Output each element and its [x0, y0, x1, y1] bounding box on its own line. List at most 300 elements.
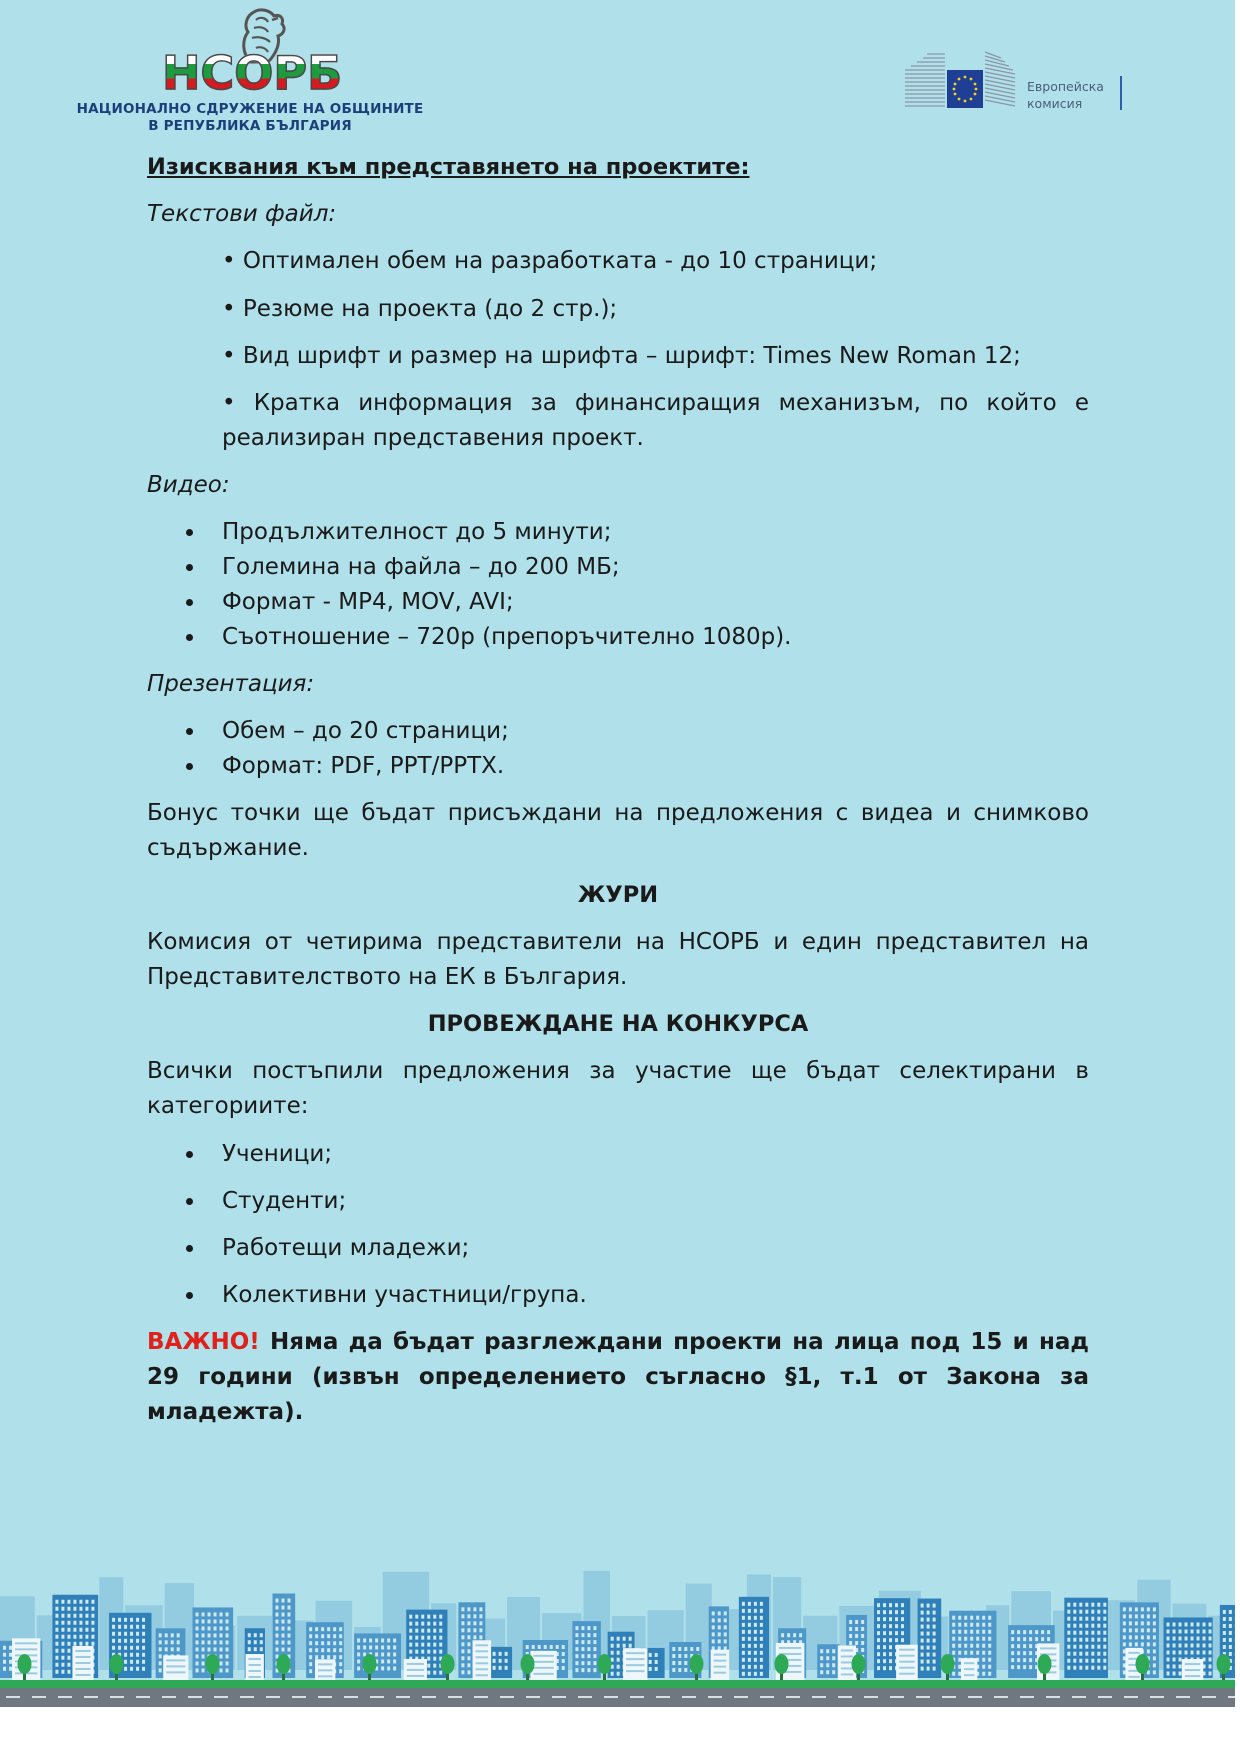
building-window [655, 1653, 658, 1657]
building-window [439, 1671, 442, 1675]
building-window [73, 1628, 76, 1632]
building-window [159, 1661, 162, 1665]
building-window [927, 1667, 930, 1671]
tree [1136, 1654, 1150, 1674]
building-window [130, 1660, 133, 1664]
bullet-icon [186, 763, 193, 770]
building-window [467, 1621, 470, 1625]
road-marking [1098, 1696, 1112, 1698]
building-window [281, 1606, 284, 1610]
building-window [226, 1626, 229, 1630]
building-window [988, 1665, 991, 1669]
building-window [877, 1603, 880, 1607]
building-window [1135, 1635, 1138, 1639]
building-window [281, 1620, 284, 1624]
building-window [415, 1622, 418, 1626]
building-window [672, 1654, 675, 1658]
building-window [841, 1667, 853, 1669]
building-window [748, 1616, 751, 1620]
building-window [1141, 1635, 1144, 1639]
building-window [964, 1674, 974, 1676]
building-window [1067, 1659, 1070, 1663]
list-item [147, 585, 1089, 620]
building-window [275, 1627, 278, 1631]
building-window [287, 1606, 290, 1610]
building-window [1103, 1645, 1106, 1649]
building-window [1079, 1624, 1082, 1628]
building-window [952, 1616, 955, 1620]
building-window [1147, 1642, 1150, 1646]
building-window [409, 1650, 412, 1654]
building-window [136, 1618, 139, 1622]
building-window [849, 1634, 852, 1638]
building-window [988, 1644, 991, 1648]
building-window [208, 1626, 211, 1630]
building-window [1017, 1637, 1020, 1641]
building-window [1097, 1652, 1100, 1656]
building-window [1047, 1637, 1050, 1641]
building-window [327, 1641, 330, 1645]
building-window [1073, 1638, 1076, 1642]
building-window [581, 1661, 584, 1665]
building-window [1123, 1621, 1126, 1625]
building-window [1229, 1617, 1232, 1621]
building-window [254, 1633, 257, 1637]
building-window [220, 1612, 223, 1616]
building-window [91, 1628, 94, 1632]
building-window [136, 1646, 139, 1650]
building-window [832, 1649, 835, 1653]
text-file-item: • Кратка информация за финансиращия механизъм, по който е реализиран представения проект. [222, 390, 1089, 451]
building-window [339, 1641, 342, 1645]
building-window [91, 1642, 94, 1646]
bullet-icon [186, 634, 193, 641]
building-window [1229, 1610, 1232, 1614]
building-window [79, 1635, 82, 1639]
building-window [85, 1621, 88, 1625]
building-window [461, 1642, 464, 1646]
building-window [899, 1649, 915, 1651]
building-window [889, 1617, 892, 1621]
building-window [855, 1620, 858, 1624]
building-window [226, 1668, 229, 1672]
building-window [118, 1646, 121, 1650]
building-window [124, 1653, 127, 1657]
building-window [75, 1650, 90, 1652]
building-window [166, 1659, 185, 1661]
road-marking [526, 1696, 540, 1698]
building-window [1085, 1666, 1088, 1670]
building-window [214, 1619, 217, 1623]
building-window [581, 1633, 584, 1637]
building-window [61, 1635, 64, 1639]
building-window [467, 1607, 470, 1611]
building-window [214, 1633, 217, 1637]
building-window [467, 1628, 470, 1632]
building-window [623, 1644, 626, 1648]
building-window [327, 1655, 330, 1659]
building-window [629, 1644, 632, 1648]
building-window [433, 1664, 436, 1668]
building-window [826, 1663, 829, 1667]
building-window [718, 1611, 721, 1615]
building-window [136, 1639, 139, 1643]
building-window [357, 1666, 360, 1670]
road-marking [656, 1696, 670, 1698]
building-window [724, 1639, 727, 1643]
building-window [136, 1625, 139, 1629]
road-marking [1072, 1696, 1086, 1698]
building-window [476, 1662, 489, 1664]
building-window [556, 1645, 559, 1649]
building-window [1085, 1617, 1088, 1621]
building-window [889, 1652, 892, 1656]
building-window [787, 1633, 790, 1637]
building-window [281, 1634, 284, 1638]
building-window [142, 1667, 145, 1671]
building-window [1179, 1629, 1182, 1633]
building-window [202, 1619, 205, 1623]
building-window [760, 1609, 763, 1613]
building-window [461, 1670, 464, 1674]
building-window [339, 1648, 342, 1652]
building-window [1167, 1664, 1170, 1668]
building-window [958, 1623, 961, 1627]
building-window [649, 1653, 652, 1657]
building-window [1091, 1610, 1094, 1614]
building-window [467, 1663, 470, 1667]
building-window [375, 1645, 378, 1649]
building-window [1085, 1652, 1088, 1656]
tree [1038, 1654, 1052, 1674]
building-window [1167, 1671, 1170, 1675]
building-window [1023, 1644, 1026, 1648]
building-window [895, 1638, 898, 1642]
road-marking [1020, 1696, 1034, 1698]
building-window [820, 1649, 823, 1653]
road-marking [630, 1696, 644, 1698]
building-window [1185, 1669, 1200, 1671]
building-window [1173, 1643, 1176, 1647]
road-marking [318, 1696, 332, 1698]
ec-logo-line1: Европейска [1027, 79, 1104, 94]
building-window [9, 1667, 12, 1671]
building-window [1079, 1610, 1082, 1614]
building-window [581, 1640, 584, 1644]
building-window [748, 1623, 751, 1627]
building-window [861, 1648, 864, 1652]
building-window [1185, 1675, 1200, 1677]
building-window [1128, 1652, 1139, 1654]
building-window [9, 1660, 12, 1664]
building-window [1097, 1638, 1100, 1642]
building-window [159, 1647, 162, 1651]
building-window [55, 1621, 58, 1625]
building-window [611, 1637, 614, 1641]
building-window [1223, 1631, 1226, 1635]
ec-logo-line2: комисия [1027, 96, 1083, 111]
building-window [712, 1632, 715, 1636]
building-window [73, 1621, 76, 1625]
building-window [1103, 1631, 1106, 1635]
building-window [79, 1628, 82, 1632]
building-window [287, 1599, 290, 1603]
building-window [1097, 1631, 1100, 1635]
building-window [1067, 1603, 1070, 1607]
building-window [1179, 1664, 1182, 1668]
video-item: Продължителност до 5 минути; [222, 519, 612, 545]
building-window [177, 1647, 180, 1651]
building-window [287, 1620, 290, 1624]
building-window [889, 1610, 892, 1614]
list-item [147, 749, 1089, 784]
text-file-item: • Резюме на проекта (до 2 стр.); [222, 296, 618, 322]
building-window [933, 1646, 936, 1650]
building-window [1085, 1610, 1088, 1614]
building-window [226, 1619, 229, 1623]
building-window [427, 1664, 430, 1668]
building-window [861, 1641, 864, 1645]
building-window [883, 1659, 886, 1663]
list-item [147, 1137, 1089, 1172]
building-window [1103, 1617, 1106, 1621]
building-window [712, 1611, 715, 1615]
building-window [982, 1651, 985, 1655]
building-window [67, 1621, 70, 1625]
important-notice [147, 1325, 1089, 1430]
building-window [964, 1644, 967, 1648]
building-window [1229, 1645, 1232, 1649]
building-window [1123, 1642, 1126, 1646]
road-marking [396, 1696, 410, 1698]
bullet-icon [186, 1151, 193, 1158]
building-window [1191, 1622, 1194, 1626]
building-window [883, 1666, 886, 1670]
building-window [505, 1659, 508, 1663]
building-window [849, 1641, 852, 1645]
building-window [130, 1646, 133, 1650]
building-window [760, 1672, 763, 1676]
building-window [281, 1648, 284, 1652]
building-window [476, 1650, 489, 1652]
building-window [1185, 1636, 1188, 1640]
building-window [1011, 1665, 1014, 1669]
building-window [421, 1636, 424, 1640]
building-window [1209, 1643, 1212, 1647]
building-window [593, 1668, 596, 1672]
building-window [287, 1613, 290, 1617]
building-window [760, 1658, 763, 1662]
building-window [921, 1611, 924, 1615]
road-marking [58, 1696, 72, 1698]
building-window [714, 1672, 726, 1674]
building-window [1073, 1645, 1076, 1649]
building-window [112, 1639, 115, 1643]
building-window [1097, 1603, 1100, 1607]
building-window [672, 1661, 675, 1665]
building-window [1023, 1658, 1026, 1662]
building-window [67, 1614, 70, 1618]
building-window [196, 1661, 199, 1665]
building-window [85, 1614, 88, 1618]
building-window [1097, 1617, 1100, 1621]
presentation-item: Формат: PDF, PPT/PPTX. [222, 753, 505, 779]
building-window [1153, 1670, 1156, 1674]
building-window [1129, 1614, 1132, 1618]
building-window [55, 1635, 58, 1639]
building-window [1135, 1621, 1138, 1625]
road-marking [500, 1696, 514, 1698]
building-window [1141, 1621, 1144, 1625]
road-marking [1176, 1696, 1190, 1698]
building-window [55, 1614, 58, 1618]
building-window [275, 1599, 278, 1603]
building-window [748, 1665, 751, 1669]
building-window [1085, 1659, 1088, 1663]
building-window [409, 1629, 412, 1633]
building-window [61, 1656, 64, 1660]
video-item: Съотношение – 720p (препоръчително 1080p). [222, 624, 792, 650]
building-window [820, 1670, 823, 1674]
building-window [409, 1636, 412, 1640]
building-window [575, 1626, 578, 1630]
building-window [617, 1651, 620, 1655]
building-window [826, 1656, 829, 1660]
building-window [461, 1649, 464, 1653]
road-marking [32, 1696, 46, 1698]
building-window [742, 1651, 745, 1655]
building-window [1135, 1607, 1138, 1611]
building-window [61, 1614, 64, 1618]
building-window [214, 1640, 217, 1644]
building-window [226, 1633, 229, 1637]
road-marking [1150, 1696, 1164, 1698]
building-window [1185, 1629, 1188, 1633]
building-window [982, 1623, 985, 1627]
list-item [147, 714, 1089, 749]
building-window [479, 1607, 482, 1611]
building-window [479, 1614, 482, 1618]
building-window [393, 1638, 396, 1642]
building-window [202, 1640, 205, 1644]
building-window [877, 1645, 880, 1649]
building-window [421, 1615, 424, 1619]
grass-strip [0, 1680, 1235, 1688]
building-window [202, 1647, 205, 1651]
road-marking [734, 1696, 748, 1698]
building-window [79, 1600, 82, 1604]
building-window [171, 1647, 174, 1651]
building-window [684, 1647, 687, 1651]
building-window [712, 1618, 715, 1622]
building-window [1129, 1642, 1132, 1646]
building-window [415, 1636, 418, 1640]
building-window [1223, 1610, 1226, 1614]
building-window [883, 1652, 886, 1656]
building-window [593, 1626, 596, 1630]
building-window [67, 1635, 70, 1639]
building-window [861, 1627, 864, 1631]
building-window [748, 1609, 751, 1613]
building-window [61, 1600, 64, 1604]
building-window [952, 1637, 955, 1641]
building-window [1041, 1637, 1044, 1641]
building-window [1185, 1643, 1188, 1647]
building-window [1135, 1614, 1138, 1618]
building-window [760, 1644, 763, 1648]
building-window [381, 1666, 384, 1670]
building-window [587, 1654, 590, 1658]
building-window [1017, 1658, 1020, 1662]
building-window [760, 1623, 763, 1627]
building-window [461, 1628, 464, 1632]
building-window [321, 1634, 324, 1638]
building-window [982, 1630, 985, 1634]
building-window [339, 1662, 342, 1666]
list-item [147, 1184, 1089, 1219]
building-window [1179, 1622, 1182, 1626]
building-window [165, 1633, 168, 1637]
building-window [849, 1620, 852, 1624]
building-window [61, 1663, 64, 1667]
building-window [136, 1660, 139, 1664]
building-window [1123, 1635, 1126, 1639]
building-window [433, 1657, 436, 1661]
building-window [1147, 1649, 1150, 1653]
building-window [214, 1612, 217, 1616]
building-window [433, 1622, 436, 1626]
ec-building-flag-icon [905, 48, 1025, 118]
building-window [220, 1633, 223, 1637]
building-window [461, 1656, 464, 1660]
building-window [357, 1638, 360, 1642]
building-window [3, 1660, 6, 1664]
building-window [196, 1612, 199, 1616]
building-window [841, 1649, 853, 1651]
building-window [883, 1645, 886, 1649]
building-window [533, 1673, 553, 1675]
building-window [79, 1621, 82, 1625]
building-window [309, 1648, 312, 1652]
text-file-item: • Оптимален обем на разработката - до 10 страници; [222, 248, 878, 274]
building-window [461, 1614, 464, 1618]
building-window [1203, 1636, 1206, 1640]
building-window [1167, 1636, 1170, 1640]
building-window [760, 1651, 763, 1655]
building-window [724, 1611, 727, 1615]
building-window [820, 1663, 823, 1667]
building-window [73, 1607, 76, 1611]
building-window [988, 1630, 991, 1634]
building-window [1079, 1603, 1082, 1607]
building-window [1223, 1624, 1226, 1628]
building-window [964, 1668, 974, 1670]
road-marking [1046, 1696, 1060, 1698]
building-window [1197, 1629, 1200, 1633]
building-window [1123, 1614, 1126, 1618]
building-window [1103, 1659, 1106, 1663]
building-window [1023, 1665, 1026, 1669]
building-window [1209, 1650, 1212, 1654]
road-marking [240, 1696, 254, 1698]
building-window [1041, 1630, 1044, 1634]
building-window [1085, 1645, 1088, 1649]
bullet-icon [186, 599, 193, 606]
building-window [1079, 1652, 1082, 1656]
building-window [281, 1641, 284, 1645]
building-window [533, 1655, 553, 1657]
building-window [526, 1645, 529, 1649]
